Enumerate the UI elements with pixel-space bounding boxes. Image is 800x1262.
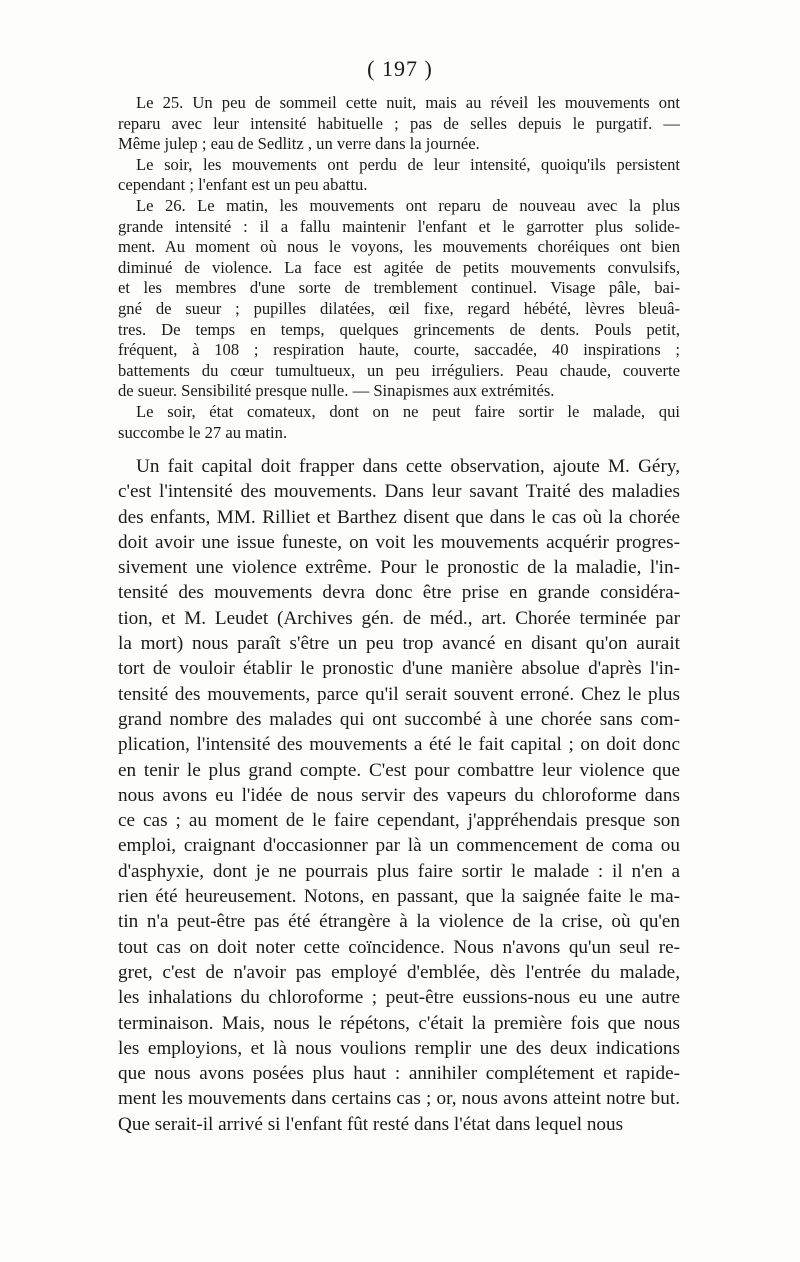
case-note-line: reparu avec leur intensité habituelle ; pas de selles depuis le purgatif. —: [118, 113, 680, 133]
case-notes-block: [118, 93, 680, 443]
commentary-line: tort de vouloir établir le pronostic d'une manière absolue d'après l'in-: [118, 658, 680, 680]
case-note-line: Le soir, état comateux, dont on ne peut faire sortir le malade, qui: [136, 401, 680, 421]
commentary-line: doit avoir une issue funeste, on voit les mouvements acquérir progres-: [118, 531, 680, 553]
commentary-line: c'est l'intensité des mouvements. Dans leur savant Traité des maladies: [118, 481, 680, 503]
case-note-line: grande intensité : il a fallu maintenir l'enfant et le garrotter plus solide-: [118, 216, 680, 236]
commentary-line: plication, l'intensité des mouvements a été le fait capital ; on doit donc: [118, 734, 680, 756]
commentary-line: tion, et M. Leudet (Archives gén. de méd., art. Chorée terminée par: [118, 607, 680, 629]
commentary-line: grand nombre des malades qui ont succombé à une chorée sans com-: [118, 708, 680, 730]
commentary-line: rien été heureusement. Notons, en passant, que la saignée faite le ma-: [118, 886, 680, 908]
commentary-line: sivement une violence extrême. Pour le pronostic de la maladie, l'in-: [118, 557, 680, 579]
commentary-line: gret, c'est de n'avoir pas employé d'emblée, dès l'entrée du malade,: [118, 961, 680, 983]
commentary-line: terminaison. Mais, nous le répétons, c'était la première fois que nous: [118, 1012, 680, 1034]
commentary-block: [118, 454, 680, 1137]
commentary-line: Un fait capital doit frapper dans cette observation, ajoute M. Géry,: [136, 456, 680, 477]
commentary-line: tin n'a peut-être pas été étrangère à la violence de la crise, où qu'en: [118, 911, 680, 933]
case-note-line: fréquent, à 108 ; respiration haute, courte, saccadée, 40 inspirations ;: [118, 340, 680, 360]
case-note-line: Même julep ; eau de Sedlitz , un verre dans la journée.: [118, 134, 480, 154]
case-note-line: diminué de violence. La face est agitée de petits mouvements convulsifs,: [118, 257, 680, 277]
commentary-line: des enfants, MM. Rilliet et Barthez disent que dans le cas où la chorée: [118, 506, 680, 528]
case-note-line: gné de sueur ; pupilles dilatées, œil fixe, regard hébété, lèvres bleuâ-: [118, 298, 680, 318]
case-note-line: tres. De temps en temps, quelques grincements de dents. Pouls petit,: [118, 319, 680, 339]
commentary-line: tensité des mouvements devra donc être prise en grande considéra-: [118, 582, 680, 604]
commentary-line: en tenir le plus grand compte. C'est pour combattre leur violence que: [118, 759, 680, 781]
commentary-line: emploi, craignant d'occasionner par là un commencement de coma ou: [118, 835, 680, 857]
commentary-line: que nous avons posées plus haut : annihiler complétement et rapide-: [118, 1063, 680, 1085]
case-note-line: ment. Au moment où nous le voyons, les mouvements choréiques ont bien: [118, 237, 680, 257]
commentary-line: ment les mouvements dans certains cas ; or, nous avons atteint notre but.: [118, 1088, 680, 1110]
commentary-line: tensité des mouvements, parce qu'il serait souvent erroné. Chez le plus: [118, 683, 680, 705]
case-note-line: succombe le 27 au matin.: [118, 422, 288, 442]
case-note-line: et les membres d'une sorte de tremblement continuel. Visage pâle, bai-: [118, 278, 680, 298]
case-note-line: cependant ; l'enfant est un peu abattu.: [118, 175, 368, 195]
commentary-line: les employions, et là nous voulions remplir une des deux indications: [118, 1037, 680, 1059]
commentary-line: Que serait-il arrivé si l'enfant fût resté dans l'état dans lequel nous: [118, 1113, 624, 1135]
case-note-line: Le soir, les mouvements ont perdu de leur intensité, quoiqu'ils persistent: [136, 154, 680, 174]
commentary-line: nous avons eu l'idée de nous servir des vapeurs du chloroforme dans: [118, 784, 680, 806]
case-note-line: de sueur. Sensibilité presque nulle. — Sinapismes aux extrémités.: [118, 381, 555, 401]
case-note-line: battements du cœur tumultueux, un peu irréguliers. Peau chaude, couverte: [118, 360, 680, 380]
commentary-line: ce cas ; au moment de le faire cependant, j'appréhendais presque son: [118, 810, 680, 832]
commentary-line: d'asphyxie, dont je ne pourrais plus faire sortir le malade : il n'en a: [118, 860, 680, 882]
commentary-line: la mort) nous paraît s'être un peu trop avancé en disant qu'on aurait: [118, 633, 680, 655]
commentary-line: les inhalations du chloroforme ; peut-être eussions-nous eu une autre: [118, 987, 680, 1009]
commentary-line: tout cas on doit noter cette coïncidence. Nous n'avons qu'un seul re-: [118, 936, 680, 958]
case-note-line: Le 26. Le matin, les mouvements ont reparu de nouveau avec la plus: [136, 195, 680, 215]
case-note-line: Le 25. Un peu de sommeil cette nuit, mais au réveil les mouvements ont: [136, 93, 680, 112]
page-number: ( 197 ): [367, 56, 433, 81]
